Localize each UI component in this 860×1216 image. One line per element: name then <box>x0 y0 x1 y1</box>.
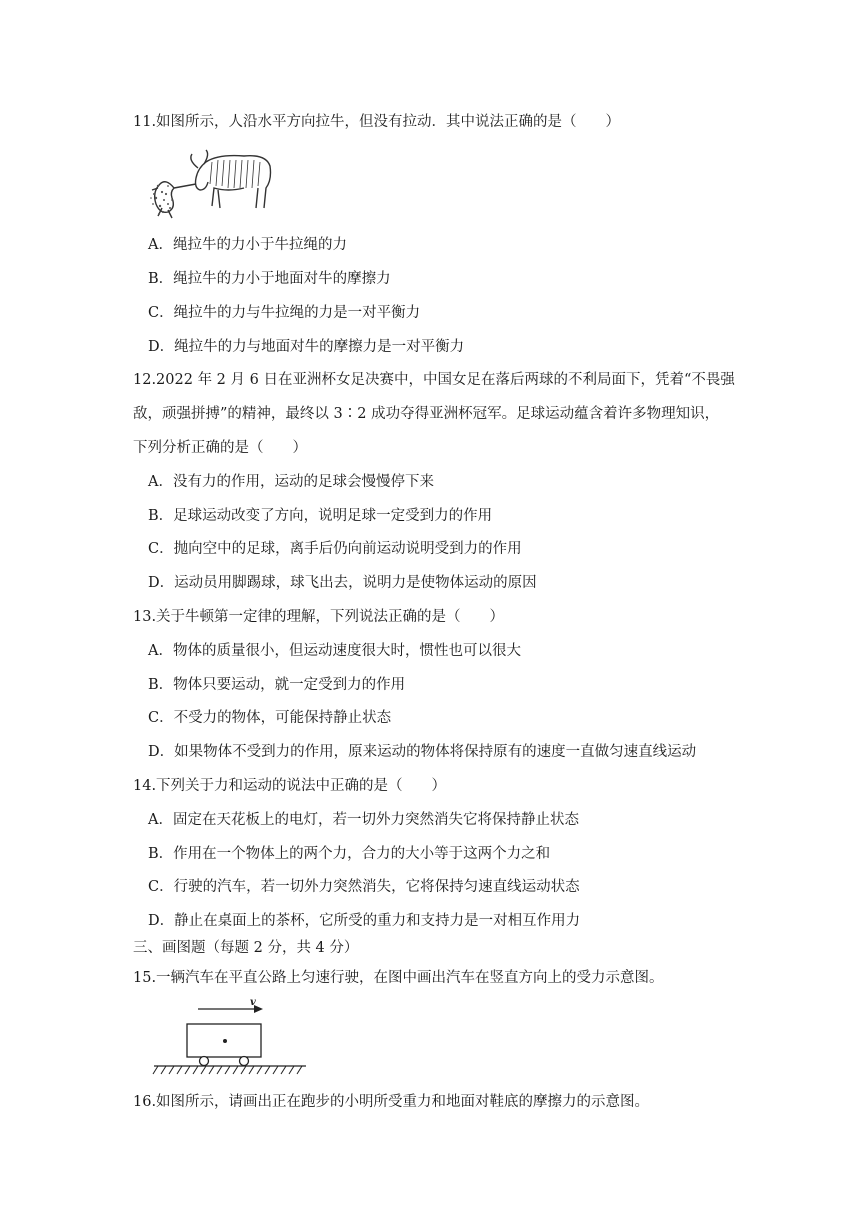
q16-stem: 16.如图所示，请画出正在跑步的小明所受重力和地面对鞋底的摩擦力的示意图。 <box>133 1094 650 1110</box>
q12-option-a: A．没有力的作用，运动的足球会慢慢停下来 <box>148 474 434 490</box>
q12-option-b: B．足球运动改变了方向，说明足球一定受到力的作用 <box>148 508 493 524</box>
section-3-heading: 三、画图题（每题 2 分，共 4 分） <box>133 940 359 956</box>
q14-option-c: C．行驶的汽车，若一切外力突然消失，它将保持匀速直线运动状态 <box>148 879 580 895</box>
q11-ox-figure <box>148 148 280 220</box>
q14-option-a: A．固定在天花板上的电灯，若一切外力突然消失它将保持静止状态 <box>148 812 579 828</box>
q14-option-d: D．静止在桌面上的茶杯，它所受的重力和支持力是一对相互作用力 <box>148 913 581 929</box>
q11-option-b: B．绳拉牛的力小于地面对牛的摩擦力 <box>148 271 391 287</box>
q11-option-c: C．绳拉牛的力与牛拉绳的力是一对平衡力 <box>148 305 421 321</box>
q13-option-b: B．物体只要运动，就一定受到力的作用 <box>148 677 406 693</box>
q12-stem-line-3: 下列分析正确的是（ ） <box>133 440 307 456</box>
q14-stem: 14.下列关于力和运动的说法中正确的是（ ） <box>133 778 447 794</box>
q12-stem-line-2: 敌，顽强拼搏”的精神，最终以 3∶2 成功夺得亚洲杯冠军。足球运动蕴含着许多物理知识， <box>133 406 720 422</box>
q12-stem-line-1: 12.2022 年 2 月 6 日在亚洲杯女足决赛中，中国女足在落后两球的不利局面下，凭着“不畏强 <box>133 372 735 388</box>
q11-stem: 11.如图所示，人沿水平方向拉牛，但没有拉动．其中说法正确的是（ ） <box>133 114 621 130</box>
q12-option-c: C．抛向空中的足球，离手后仍向前运动说明受到力的作用 <box>148 541 522 557</box>
q13-option-a: A．物体的质量很小，但运动速度很大时，惯性也可以很大 <box>148 643 521 659</box>
q12-option-d: D．运动员用脚踢球，球飞出去，说明力是使物体运动的原因 <box>148 575 537 591</box>
q13-stem: 13.关于牛顿第一定律的理解，下列说法正确的是（ ） <box>133 609 505 625</box>
q11-option-d: D．绳拉牛的力与地面对牛的摩擦力是一对平衡力 <box>148 339 465 355</box>
q11-option-a: A．绳拉牛的力小于牛拉绳的力 <box>148 237 347 253</box>
q13-option-d: D．如果物体不受到力的作用，原来运动的物体将保持原有的速度一直做匀速直线运动 <box>148 744 697 760</box>
q13-option-c: C．不受力的物体，可能保持静止状态 <box>148 710 392 726</box>
q15-stem: 15.一辆汽车在平直公路上匀速行驶，在图中画出汽车在竖直方向上的受力示意图。 <box>133 970 664 986</box>
q14-option-b: B．作用在一个物体上的两个力，合力的大小等于这两个力之和 <box>148 846 551 862</box>
q15-car-figure <box>150 995 310 1077</box>
q15-velocity-label: v <box>250 997 256 1008</box>
